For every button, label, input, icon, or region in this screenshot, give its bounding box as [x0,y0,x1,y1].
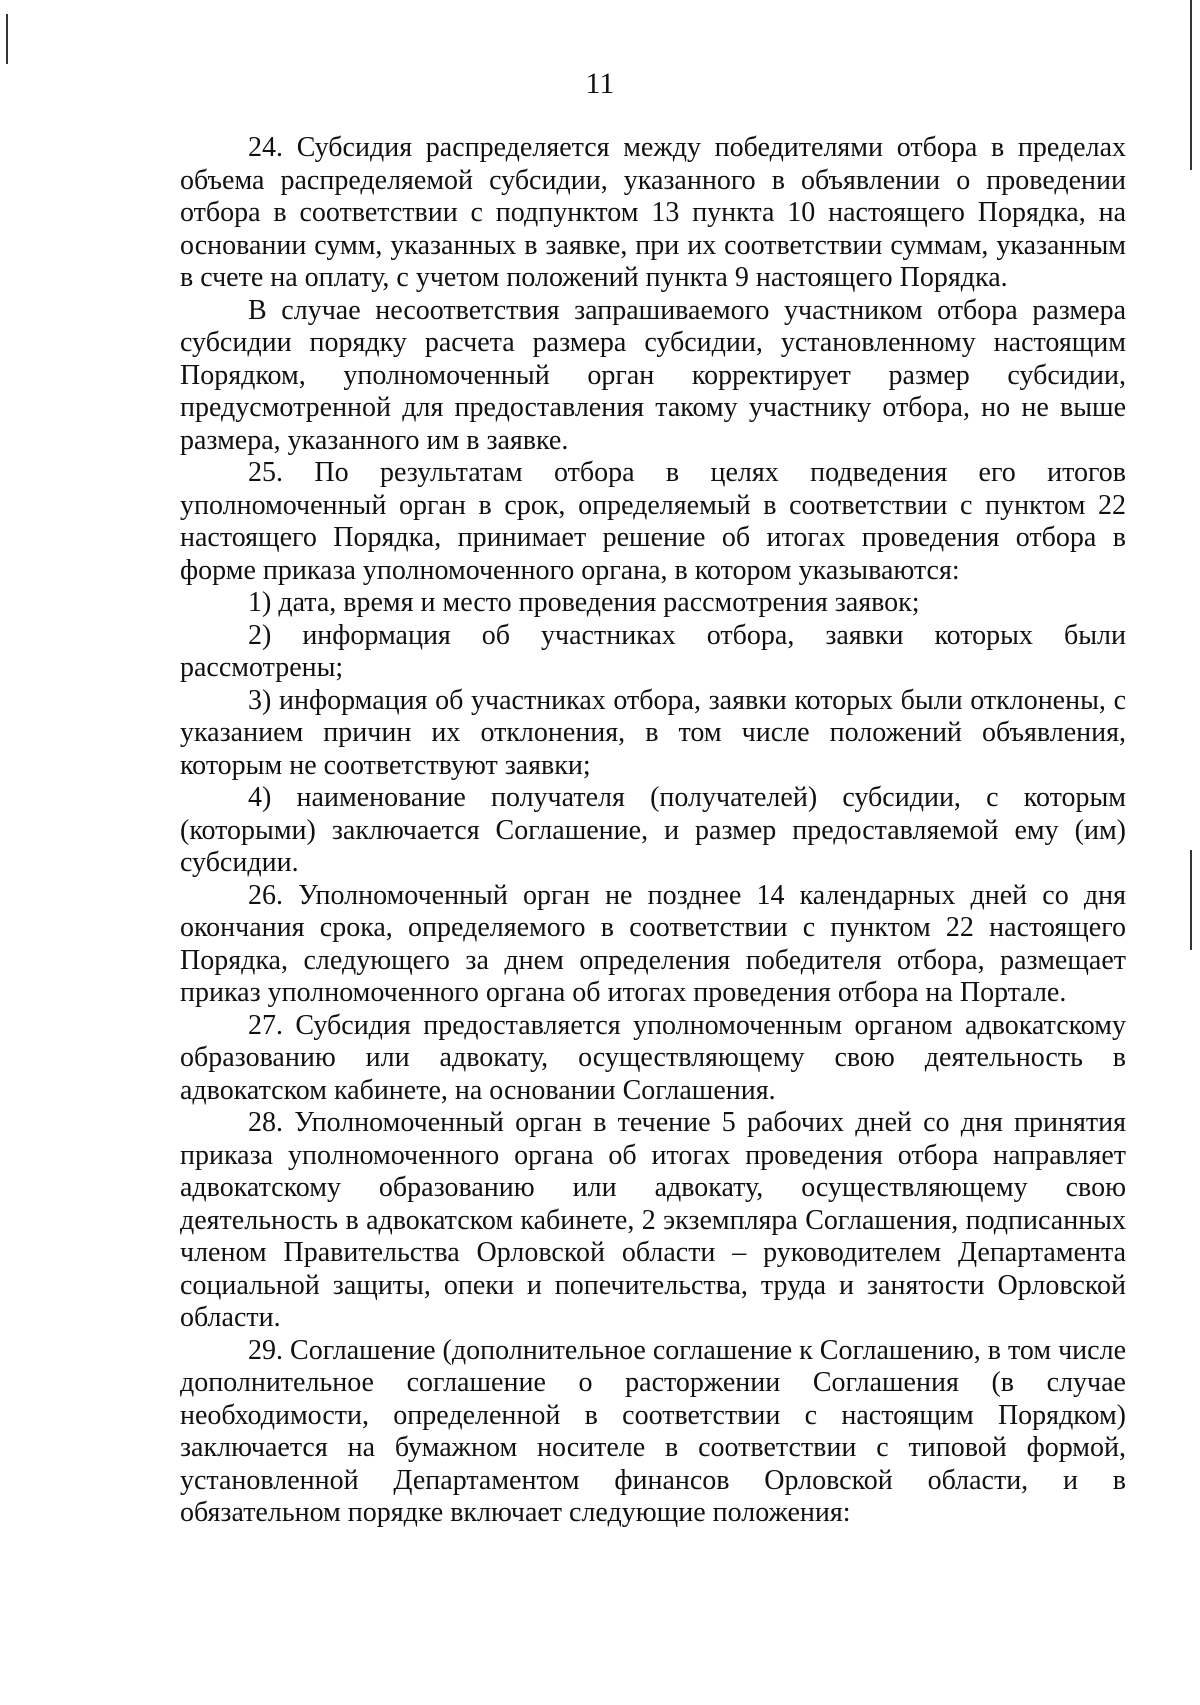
scan-edge-mark-left [6,14,8,64]
paragraph-24-note: В случае несоответствия запрашиваемого участником отбора размера субсидии порядку расчета размера субсидии, установленному настоящим Порядком, уполномоченный орган корректирует размер субсидии, предусмотренной для предоставления такому участнику отбора, но не выше размера, указанного им в заявке. [180,294,1126,456]
paragraph-28: 28. Уполномоченный орган в течение 5 рабочих дней со дня принятия приказа уполномоченного органа об итогах проведения отбора направляет адвокатскому образованию или адвокату, осуществляющему свою деятельность в адвокатском кабинете, 2 экземпляра Соглашения, подписанных членом Правительства Орловской области – руководителем Департамента социальной защиты, опеки и попечительства, труда и занятости Орловской области. [180,1107,1126,1333]
paragraph-25-item-3: 3) информация об участниках отбора, заявки которых были отклонены, с указанием причин их отклонения, в том числе положений объявления, которым не соответствуют заявки; [180,684,1126,781]
paragraph-24: 24. Субсидия распределяется между победителями отбора в пределах объема распределяемой субсидии, указанного в объявлении о проведении отбора в соответствии с подпунктом 13 пункта 10 настоящего Порядка, на основании сумм, указанных в заявке, при их соответствии суммам, указанным в счете на оплату, с учетом положений пункта 9 настоящего Порядка. [180,132,1126,293]
page-number: 11 [585,67,615,100]
document-body [180,132,1126,1530]
paragraph-25-item-4: 4) наименование получателя (получателей) субсидии, с которым (которыми) заключается Соглашение, и размер предоставляемой ему (им) субсидии. [180,782,1126,878]
paragraph-25-item-1: 1) дата, время и место проведения рассмотрения заявок; [248,587,920,618]
scan-edge-mark-right-lower [1190,850,1192,950]
paragraph-25: 25. По результатам отбора в целях подведения его итогов уполномоченный орган в срок, определяемый в соответствии с пунктом 22 настоящего Порядка, принимает решение об итогах проведения отбора в форме приказа уполномоченного органа, в котором указываются: [180,457,1126,586]
paragraph-27: 27. Субсидия предоставляется уполномоченным органом адвокатскому образованию или адвокату, осуществляющему свою деятельность в адвокатском кабинете, на основании Соглашения. [180,1009,1126,1106]
paragraph-26: 26. Уполномоченный орган не позднее 14 календарных дней со дня окончания срока, определяемого в соответствии с пунктом 22 настоящего Порядка, следующего за днем определения победителя отбора, размещает приказ уполномоченного органа об итогах проведения отбора на Портале. [180,879,1126,1008]
paragraph-25-item-2: 2) информация об участниках отбора, заявки которых были рассмотрены; [180,619,1126,683]
paragraph-29: 29. Соглашение (дополнительное соглашение к Соглашению, в том числе дополнительное соглашение о расторжении Соглашения (в случае необходимости, определенной в соответствии с настоящим Порядком) заключается на бумажном носителе в соответствии с типовой формой, установленной Департаментом финансов Орловской области, и в обязательном порядке включает следующие положения: [180,1334,1126,1528]
